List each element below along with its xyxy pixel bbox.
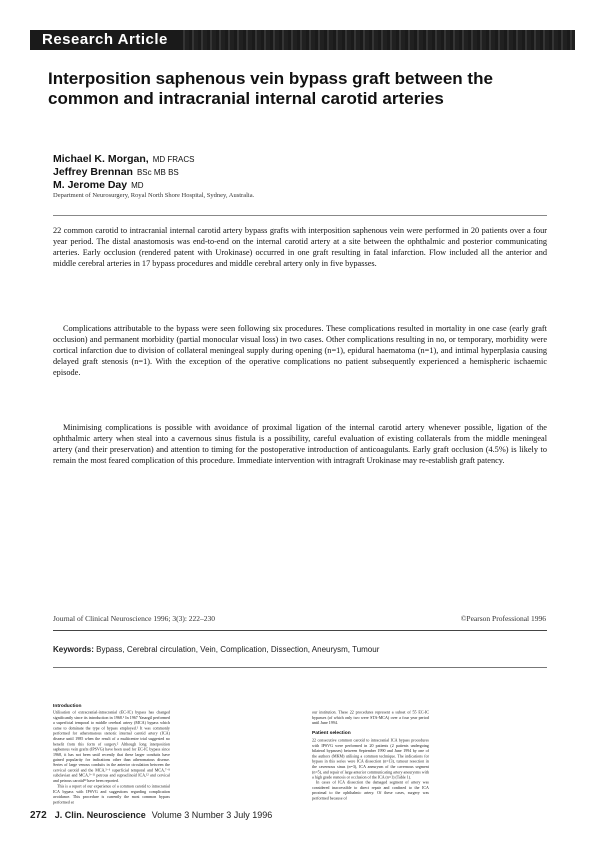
author-3 [53,179,144,192]
page-number: 272 [30,810,47,821]
abstract-paragraph-2: Complications attributable to the bypass were seen following six procedures. These complications resulted in mortality in one case (early graft occlusion) and permanent morbidity (partial monocular visual loss) in two cases. Other complications resulting in no, or temporary, morbidity were cortical infarction due to division of collateral meningeal supply during opening (n=1), epidural haematoma (n=1), and intimal hyperplasia causing delayed graft stenosis (n=1). With the exception of the operative complications no patient subsequently experienced a hemispheric ischaemic episode. [53,324,547,377]
keywords [53,645,547,655]
citation: Journal of Clinical Neuroscience 1996; 3(3): 222–230 [53,614,216,623]
divider [53,215,547,216]
patient-selection-paragraph-1: 22 consecutive common carotid to intracranial ICA bypass procedures with IPSVG were performed in 20 patients (2 patients undergoing bilateral bypasses) between September 1990 and June 1994 by one of the authors (MKM) utilising a common technique. The indications for bypass in this series were ICA dissection (n=13), tumour resection in the cavernous sinus (n=3), ICA aneurysm of the cavernous segment (n=5), and repair of large anterior communicating artery aneurysms with a high grade stenosis or occlusion of the ICA (n=1) (Table 1). [312,737,429,780]
section-heading-introduction: Introduction [53,703,82,709]
right-column-continuation: our institution. These 22 procedures represent a subset of 55 EC-IC bypasses (of which only two were STA-MCA) over a four year period until June 1994. [312,710,429,726]
author-degrees: MD [131,181,144,190]
patient-selection-paragraph-2: In cases of ICA dissection the damaged segment of artery was considered inaccessible to direct repair and confined to the ICA proximal to the ophthalmic artery. Of these cases, surgery was performed because of [312,780,429,801]
journal-name: J. Clin. Neuroscience [54,810,146,820]
author-name: Michael K. Morgan, [53,153,149,165]
section-heading-patient-selection: Patient selection [312,730,351,736]
keywords-list: Bypass, Cerebral circulation, Vein, Complication, Dissection, Aneurysm, Tumour [96,645,380,654]
section-banner [30,30,575,50]
affiliation: Department of Neurosurgery, Royal North Shore Hospital, Sydney, Australia. [53,192,255,199]
banner-label: Research Article [42,31,168,48]
article-title: Interposition saphenous vein bypass graft between the common and intracranial internal carotid arteries [48,69,493,108]
author-1 [53,153,194,166]
abstract-paragraph-1: 22 common carotid to intracranial internal carotid artery bypass grafts with interposition saphenous vein were performed in 20 patients over a four year period. The distal anastomosis was end-to-end on the internal carotid artery at a site between the ophthalmic and posterior communicating arteries. Early occlusion (rendered patent with Urokinase) occurred in one graft resulting in fatal infarction. Flow included all the anterior and middle cerebral arteries in 17 bypass procedures and middle cerebral artery only in five bypasses. [53,226,547,268]
intro-paragraph-1: Utilisation of extracranial-intracranial (EC-IC) bypass has changed significantly since its introduction in 1968.¹ In 1967 Yasargil performed a superficial temporal to middle cerebral artery (MCA) bypass which came to dominate the type of bypass employed.¹ It was commonly performed for atheromatous stenotic internal carotid artery (ICA) disease until 1985 when the result of a multicentre trial suggested no benefit from this form of surgery.² Although long interposition saphenous vein grafts (IPSVG) have been used for EC-IC bypass since 1968, it has not been until recently that these larger conduits have gained popularity for indications other than atheromatous disease. Series of large venous conduits in the anterior circulation between the cervical carotid and the MCA,³⁻⁶ superficial temporal and MCA,⁷⁻⁸ subclavian and MCA,⁹⁻¹¹ petrous and supraclinoid ICA,¹² and cervical and petrous carotid¹³ have been reported. [53,710,170,784]
page-footer [30,810,272,821]
author-name: M. Jerome Day [53,179,128,191]
author-2 [53,166,179,179]
author-name: Jeffrey Brennan [53,166,133,178]
keywords-label: Keywords: [53,645,94,654]
divider [53,630,547,631]
copyright: ©Pearson Professional 1996 [460,614,546,623]
author-degrees: BSc MB BS [136,168,179,177]
intro-paragraph-2: This is a report of our experience of a common carotid to intracranial ICA bypass with IPSVG and suggestions regarding complication avoidance. This procedure is currently the most common bypass performed at [53,784,170,805]
banner-texture [180,30,575,50]
journal-issue: Volume 3 Number 3 July 1996 [151,810,273,820]
divider [53,667,547,668]
author-degrees: MD FRACS [152,155,195,164]
abstract-paragraph-3: Minimising complications is possible with avoidance of proximal ligation of the internal carotid artery whenever possible, ligation of the ophthalmic artery when steal into a cavernous sinus fistula is a possibility, careful evaluation of existing collaterals from the middle meningeal artery (and their preservation) and attention to timing for the postoperative introduction of anticoagulants. Early graft occlusion (4.5%) is likely to remain the most feared complication of this procedure. Immediate intervention with intragraft Urokinase may re-establish graft patency. [53,423,547,465]
